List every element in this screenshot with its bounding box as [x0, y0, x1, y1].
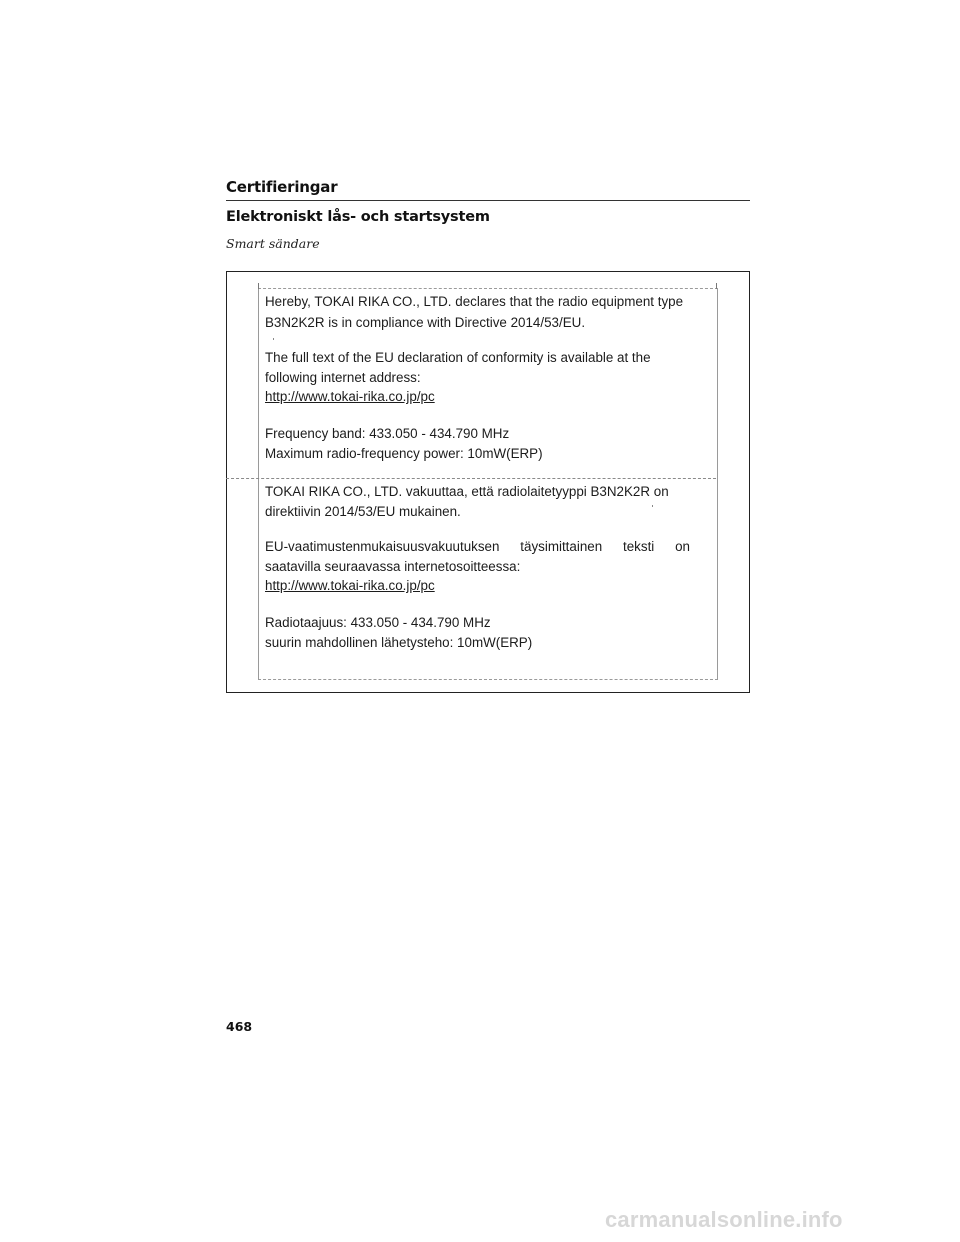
crop-mark-icon	[716, 283, 723, 289]
watermark: carmanualsonline.info	[605, 1207, 843, 1232]
certificate-en-line-4: following internet address:	[265, 370, 421, 385]
certificate-fi-link[interactable]: http://www.tokai-rika.co.jp/pc	[265, 578, 435, 593]
section-title: Certifieringar	[226, 178, 338, 196]
subsection-title: Elektroniskt lås- och startsystem	[226, 209, 490, 225]
certificate-en-frequency: Frequency band: 433.050 - 434.790 MHz	[265, 426, 510, 441]
crop-mark-icon	[258, 283, 265, 289]
certificate-fi-line-2: direktiivin 2014/53/EU mukainen.	[265, 504, 461, 519]
certificate-fi-frequency: Radiotaajuus: 433.050 - 434.790 MHz	[265, 615, 491, 630]
section-header	[226, 178, 750, 201]
certificate-en-line-2: B3N2K2R is in compliance with Directive 2014/53/EU.	[265, 315, 586, 330]
page-number: 468	[226, 1019, 253, 1034]
scan-speck	[652, 505, 653, 507]
certificate-en-line-1: Hereby, TOKAI RIKA CO., LTD. declares that the radio equipment type	[265, 294, 684, 309]
certificate-en-power: Maximum radio-frequency power: 10mW(ERP)	[265, 446, 543, 461]
certificate-fi-line-4: saatavilla seuraavassa internetosoitteessa:	[265, 559, 521, 574]
certificate-fi-line-3: EU-vaatimustenmukaisuusvakuutuksen täysimittainen teksti on	[265, 539, 690, 554]
subsubsection-title: Smart sändare	[226, 236, 320, 251]
certificate-en-line-3: The full text of the EU declaration of conformity is available at the	[265, 350, 651, 365]
certificate-divider	[226, 478, 716, 479]
scan-speck	[273, 338, 274, 340]
certificate-fi-power: suurin mahdollinen lähetysteho: 10mW(ERP)	[265, 635, 533, 650]
certificate-en-link[interactable]: http://www.tokai-rika.co.jp/pc	[265, 389, 435, 404]
certificate-fi-line-1: TOKAI RIKA CO., LTD. vakuuttaa, että radiolaitetyyppi B3N2K2R on	[265, 484, 669, 499]
